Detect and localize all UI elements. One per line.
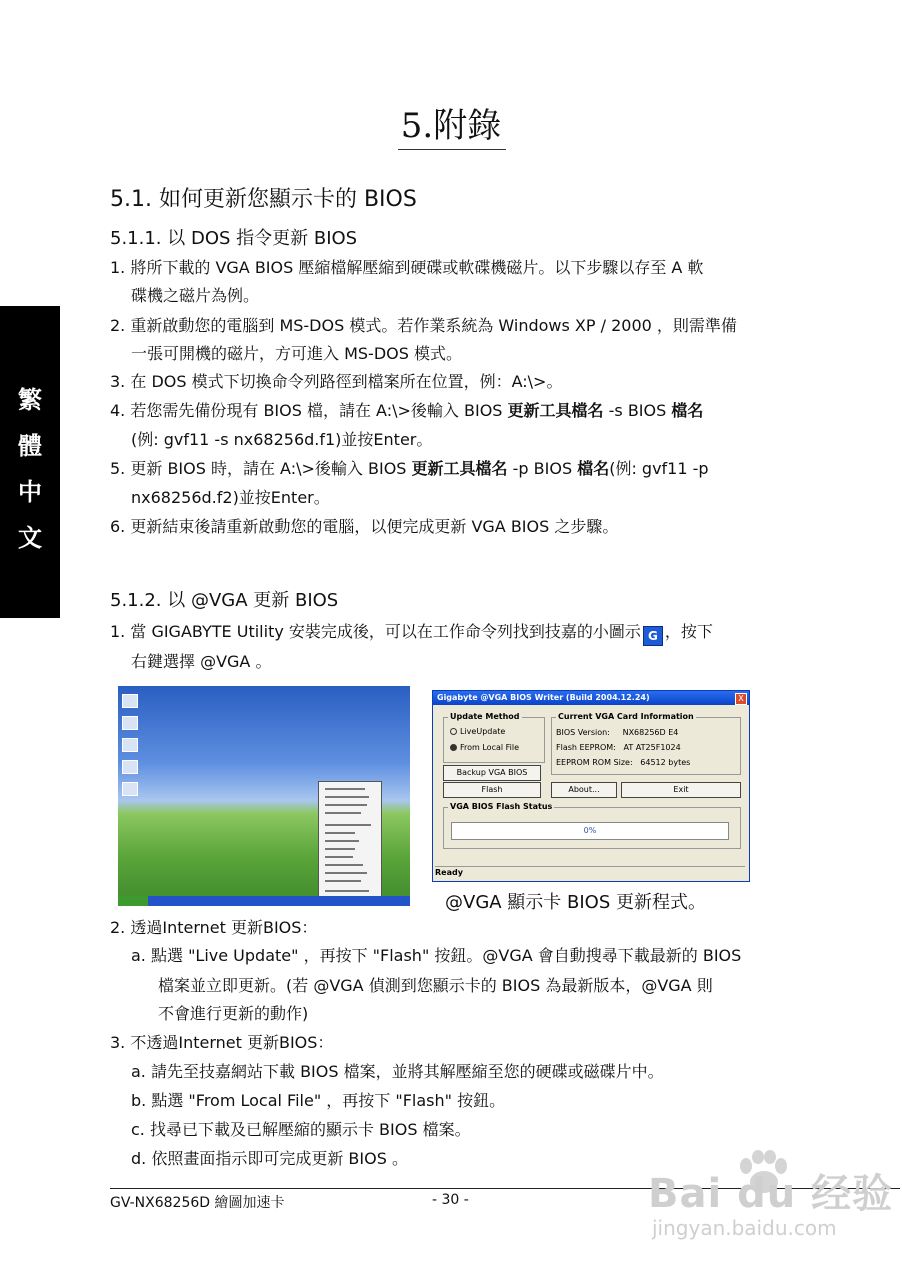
vga-step-2: 2. 透過Internet 更新BIOS： (110, 918, 318, 937)
dos-step-4-bold: 檔名 (671, 401, 704, 420)
vga-step-2a-line2: 檔案並立即更新。(若 @VGA 偵測到您顯示卡的 BIOS 為最新版本，@VGA 則 (158, 976, 713, 995)
from-local-file-label: From Local File (460, 743, 520, 752)
desktop-icon (122, 716, 138, 730)
dos-step-4-text: 4. 若您需先備份現有 BIOS 檔，請在 A:\>後輸入 BIOS (110, 401, 508, 420)
vga-step-3c: c. 找尋已下載及已解壓縮的顯示卡 BIOS 檔案。 (131, 1120, 471, 1139)
dos-step-5-bold: 更新工具檔名 (411, 459, 508, 478)
section-5-1-1-heading: 5.1.1. 以 DOS 指令更新 BIOS (110, 228, 358, 249)
backup-vga-bios-button[interactable]: Backup VGA BIOS (443, 765, 541, 781)
live-update-label: LiveUpdate (460, 727, 506, 736)
side-tab-char: 體 (18, 431, 42, 460)
flash-progress-bar: 0% (451, 822, 729, 840)
dos-step-5-line2: nx68256d.f2)並按Enter。 (131, 488, 330, 507)
vga-step-2a-line1: a. 點選 "Live Update" ，再按下 "Flash" 按鈕。@VGA 會自動搜尋下載最新的 BIOS (131, 946, 742, 965)
bios-writer-window (432, 690, 750, 882)
from-local-file-radio[interactable] (450, 743, 519, 752)
card-info-group (551, 712, 741, 775)
status-bar: Ready (435, 866, 745, 879)
side-tab (0, 306, 60, 618)
menu-item (325, 788, 365, 790)
vga-step-3a: a. 請先至技嘉網站下載 BIOS 檔案，並將其解壓縮至您的硬碟或磁碟片中。 (131, 1062, 664, 1081)
baidu-watermark (648, 1150, 898, 1260)
window-title: Gigabyte @VGA BIOS Writer (Build 2004.12.24) (433, 691, 749, 705)
desktop-icon (122, 782, 138, 796)
chapter-title: 5.附錄 (400, 106, 502, 146)
eeprom-size: EEPROM ROM Size: 64512 bytes (556, 758, 691, 767)
dos-step-5-text: -p BIOS (507, 459, 578, 478)
live-update-radio[interactable] (450, 727, 505, 736)
dos-step-5-bold: 檔名 (577, 459, 610, 478)
vga-step-3d: d. 依照畫面指示即可完成更新 BIOS 。 (131, 1149, 408, 1168)
close-button[interactable]: X (735, 693, 747, 705)
vga-step-1-line1 (110, 622, 713, 646)
flash-button[interactable]: Flash (443, 782, 541, 798)
dos-step-1-line1: 1. 將所下載的 VGA BIOS 壓縮檔解壓縮到硬碟或軟碟機磁片。以下步驟以存至 A 軟 (110, 258, 704, 277)
update-method-group (443, 712, 545, 763)
dos-step-4-bold: 更新工具檔名 (507, 401, 604, 420)
menu-item (325, 832, 355, 834)
vga-step-3: 3. 不透過Internet 更新BIOS： (110, 1033, 334, 1052)
vga-step-2a-line3: 不會進行更新的動作) (158, 1004, 309, 1023)
page-number: - 30 - (432, 1192, 469, 1208)
menu-item (325, 812, 361, 814)
side-tab-char: 文 (18, 523, 42, 552)
dos-step-5-text: (例: gvf11 -p (609, 459, 709, 478)
gigabyte-tray-icon: G (643, 626, 663, 646)
side-tab-char: 繁 (18, 385, 42, 414)
side-tab-char: 中 (18, 477, 42, 506)
menu-item (325, 840, 359, 842)
bios-version: BIOS Version: NX68256D E4 (556, 728, 679, 737)
flash-eeprom: Flash EEPROM: AT AT25F1024 (556, 743, 681, 752)
dos-step-3: 3. 在 DOS 模式下切換命令列路徑到檔案所在位置，例：A:\>。 (110, 372, 563, 391)
section-5-1-2-heading: 5.1.2. 以 @VGA 更新 BIOS (110, 590, 339, 611)
menu-item (325, 796, 369, 798)
dos-step-4-line2: (例: gvf11 -s nx68256d.f1)並按Enter。 (131, 430, 433, 449)
footer-model: GV-NX68256D 繪圖加速卡 (110, 1195, 285, 1211)
section-5-1-heading: 5.1. 如何更新您顯示卡的 BIOS (110, 187, 417, 212)
figure-caption: @VGA 顯示卡 BIOS 更新程式。 (445, 892, 706, 913)
radio-selected-icon (450, 744, 457, 751)
title-rule (398, 149, 506, 150)
about-button[interactable]: About... (551, 782, 617, 798)
dos-step-1-line2: 碟機之磁片為例。 (131, 286, 260, 305)
menu-item (325, 880, 361, 882)
vga-step-1-text: ，按下 (664, 622, 713, 641)
menu-item (325, 856, 353, 858)
taskbar (118, 896, 410, 906)
dos-step-6: 6. 更新結束後請重新啟動您的電腦，以便完成更新 VGA BIOS 之步驟。 (110, 517, 619, 536)
menu-item (325, 872, 367, 874)
exit-button[interactable]: Exit (621, 782, 741, 798)
card-info-label: Current VGA Card Information (558, 712, 694, 721)
dos-step-5-line1 (110, 459, 709, 479)
vga-step-3b: b. 點選 "From Local File" ，再按下 "Flash" 按鈕。 (131, 1091, 506, 1110)
menu-item (325, 864, 363, 866)
flash-status-label: VGA BIOS Flash Status (450, 802, 553, 811)
desktop-icon (122, 694, 138, 708)
menu-item (325, 848, 355, 850)
menu-item (325, 804, 367, 806)
desktop-screenshot (118, 686, 410, 906)
desktop-icon (122, 760, 138, 774)
update-method-label: Update Method (450, 712, 520, 721)
radio-icon (450, 728, 457, 735)
dos-step-5-text: 5. 更新 BIOS 時，請在 A:\>後輸入 BIOS (110, 459, 412, 478)
menu-item (325, 824, 371, 826)
dos-step-2-line2: 一張可開機的磁片，方可進入 MS-DOS 模式。 (131, 344, 462, 363)
menu-item (325, 890, 369, 892)
start-button (118, 896, 148, 906)
dos-step-4-line1 (110, 401, 703, 421)
vga-step-1-text: 1. 當 GIGABYTE Utility 安裝完成後，可以在工作命令列找到技嘉的小圖示 (110, 622, 641, 641)
watermark-url: jingyan.baidu.com (652, 1216, 837, 1240)
dos-step-4-text: -s BIOS (603, 401, 672, 420)
vga-step-1-line2: 右鍵選擇 @VGA 。 (131, 652, 272, 671)
watermark-main: Bai du 经验 (648, 1171, 894, 1217)
desktop-icon (122, 738, 138, 752)
dos-step-2-line1: 2. 重新啟動您的電腦到 MS-DOS 模式。若作業系統為 Windows XP / 2000 ，則需準備 (110, 316, 737, 335)
context-menu (318, 781, 382, 901)
